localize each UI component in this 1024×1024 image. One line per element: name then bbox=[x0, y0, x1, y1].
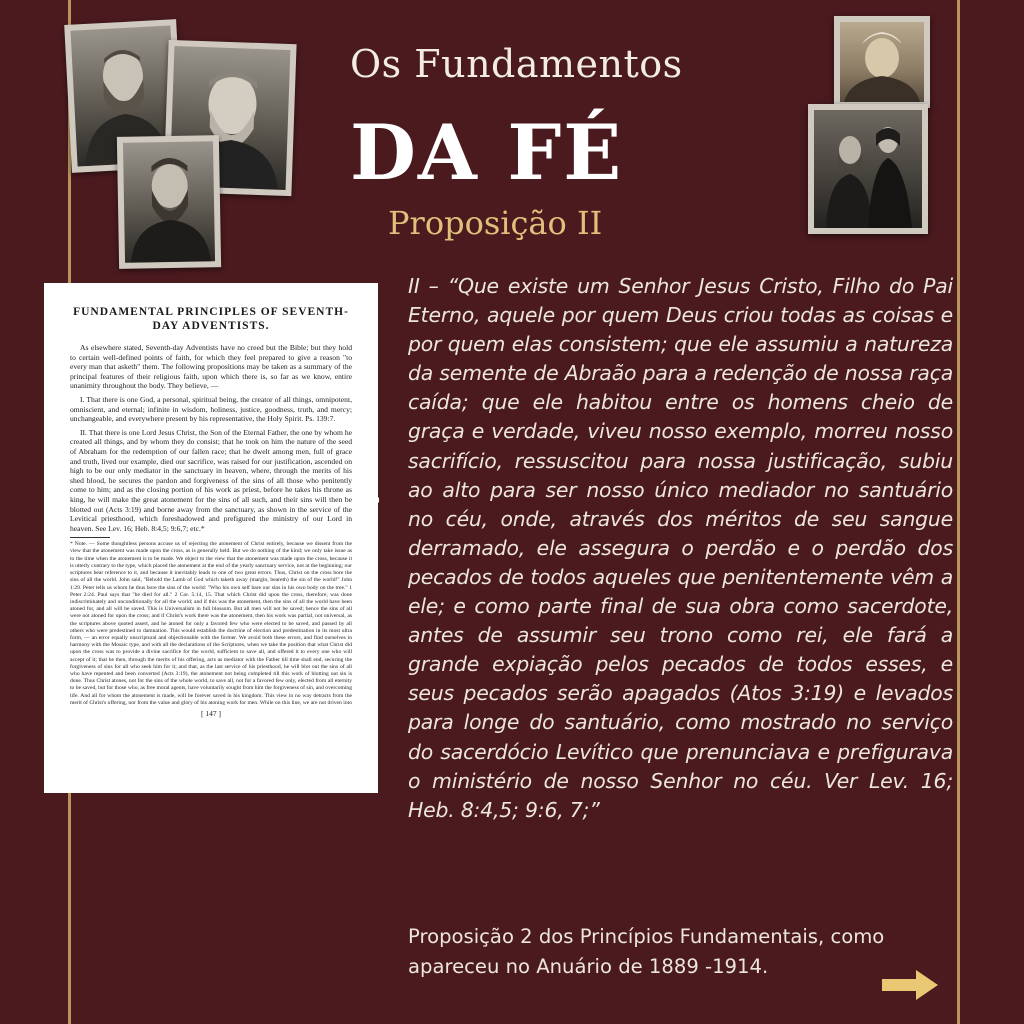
document-intro: As elsewhere stated, Seventh-day Adventists have no creed but the Bible; but they hold to certain well-defined points of faith, for which they feel prepared to give a reason "to every man that asketh" them. The following propositions may be taken as a summary of the principal features of their religious faith, upon which there is, so far as we know, entire unanimity throughout the body. They believe, — bbox=[70, 343, 352, 391]
proposition-text: II – “Que existe um Senhor Jesus Cristo, Filho do Pai Eterno, aquele por quem Deus criou todas as coisas e por quem elas consistem; que ele assumiu a natureza da semente de Abraão para a redenção de nossa raça caída; que ele habitou entre os homens cheio de graça e verdade, viveu nosso exemplo, morreu nosso sacrifício, ressuscitou para nossa justificação, subiu ao alto para ser nosso único mediador no santuário no céu, onde, através dos méritos de seu sangue derramado, ele assegura o perdão e o perdão dos pecados de todos aqueles que penitentemente vêm a ele; e como parte final de sua obra como sacerdote, antes de assumir seu trono como rei, ele fará a grande expiação pelos pecados de todos esses, e seus pecados serão apagados (Atos 3:19) e levados para longe do santuário, como mostrado no serviço do sacerdócio Levítico que prenunciava e prefigurava o ministério de nosso Senhor no céu. Ver Lev. 16; Heb. 8:4,5; 9:6, 7;” bbox=[408, 274, 953, 822]
document-title: FUNDAMENTAL PRINCIPLES OF SEVENTH-DAY ADVENTISTS. bbox=[73, 306, 349, 332]
document-footnote: * Note. — Some thoughtless persons accuse us of rejecting the atonement of Christ entirely, because we dissent from the view that the atonement was made upon the cross, as is generally held. But we do nothing of the kind; we only take issue as to the time when the atonement is to be made. We object to the view that the atonement was made upon the cross, because it is utterly contrary to the type, which placed the atonement at the end of the yearly sanctuary service, not at the beginning; our scriptures bear reference to it, and because it inevitably leads to one of two great errors. Thus, Christ on the cross bore the sins of all the world. John said, "Behold the Lamb of God which taketh away (margin, beareth) the sin of the world!" John 1:29. Peter tells us whom he thus bore the sins of the world: "Who his own self bare our sins in his own body on the tree." 1 Peter 2:24. Paul says that "he died for all." 2 Cor. 5:14, 15. That which Christ did upon the cross, therefore, was done indiscriminately and unconditionally for all the world; and if this was the atonement, then the sins of all the world have been atoned for, and all will be saved. This is Universalism in full blossom. But all men will not be saved; hence the sins of all were not atoned for upon the cross; and if Christ's work there was the atonement, then his work was partial, not universal, as the scriptures above quoted assert, and he atoned for only a favored few who were elected to be saved, and passed by all others who were predestined to damnation. This would establish the doctrine of election and predestination in its most ultra form, — an error equally unscriptural and objectionable with the former. We avoid both these errors, and find ourselves in harmony with the Mosaic type, and with all the declarations of the Scriptures, when we take the position that what Christ did upon the cross was to provide a divine sacrifice for the world, sufficient to save all, and offered it to every one who will accept of it; that he then, through the merits of his offering, acts as mediator with the Father till time shall end, securing the forgiveness of sins for all who seek him for it; and that, as the last service of his priesthood, he will blot out the sins of all who have repented and been converted (Acts 3:19), the atonement not being completed till this work of blotting out sin is done. Thus Christ atones, not for the sins of the whole world, to save all, not for a favored few only, elected from all eternity to be saved, but for those who, as free moral agents, have voluntarily sought from him the forgiveness of sin, and overcoming life. And all for whom the atonement is made, will be forever saved in his kingdom. This view in no way detracts from the merit of Christ's offering, nor from the value and glory of his atoning work for men. While on this line, we are not driven into bbox=[70, 541, 352, 706]
portrait-photo-elderly-man bbox=[834, 16, 930, 108]
title-line-1: Os Fundamentos bbox=[350, 42, 683, 86]
scanned-document bbox=[44, 283, 378, 793]
document-page-number: [ 147 ] bbox=[201, 709, 221, 719]
subtitle: Proposição II bbox=[388, 204, 603, 242]
portrait-photo-bearded-man-2 bbox=[117, 135, 221, 269]
document-divider bbox=[70, 537, 110, 538]
arrow-right-icon[interactable] bbox=[882, 968, 940, 1002]
right-border-line bbox=[957, 0, 960, 1024]
couple-photo bbox=[808, 104, 928, 234]
caption-text: Proposição 2 dos Princípios Fundamentais, como apareceu no Anuário de 1889 -1914. bbox=[408, 925, 885, 978]
document-item-1: I. That there is one God, a personal, spiritual being, the creator of all things, omnipotent, omniscient, and eternal; infinite in wisdom, holiness, justice, goodness, truth, and mercy; unchangeable, and everywhere present by his representative, the Holy Spirit. Ps. 139:7. bbox=[70, 394, 352, 424]
document-item-2: II. That there is one Lord Jesus Christ, the Son of the Eternal Father, the one by whom he created all things, and by whom they do consist; that he took on him the nature of the seed of Abraham for the redemption of our fallen race; that he dwelt among men, full of grace and truth, lived our example, died our sacrifice, was raised for our justification, ascended on high to be our only mediator in the sanctuary in heaven, where, through the merits of his shed blood, he secures the pardon and forgiveness of the sins of all those who penitently come to him; and as the closing portion of his work as priest, before he takes his throne as king, he will make the great atonement for the sins of all such, and their sins will then be blotted out (Acts 3:19) and borne away from the sanctuary, as shown in the service of the Levitical priesthood, which foreshadowed and prefigured the ministry of our Lord in heaven. See Lev. 16; Heb. 8:4,5; 9:6,7; etc.* bbox=[70, 427, 352, 533]
brace-glyph: } bbox=[352, 440, 386, 552]
title-line-2: DA FÉ bbox=[350, 108, 624, 197]
